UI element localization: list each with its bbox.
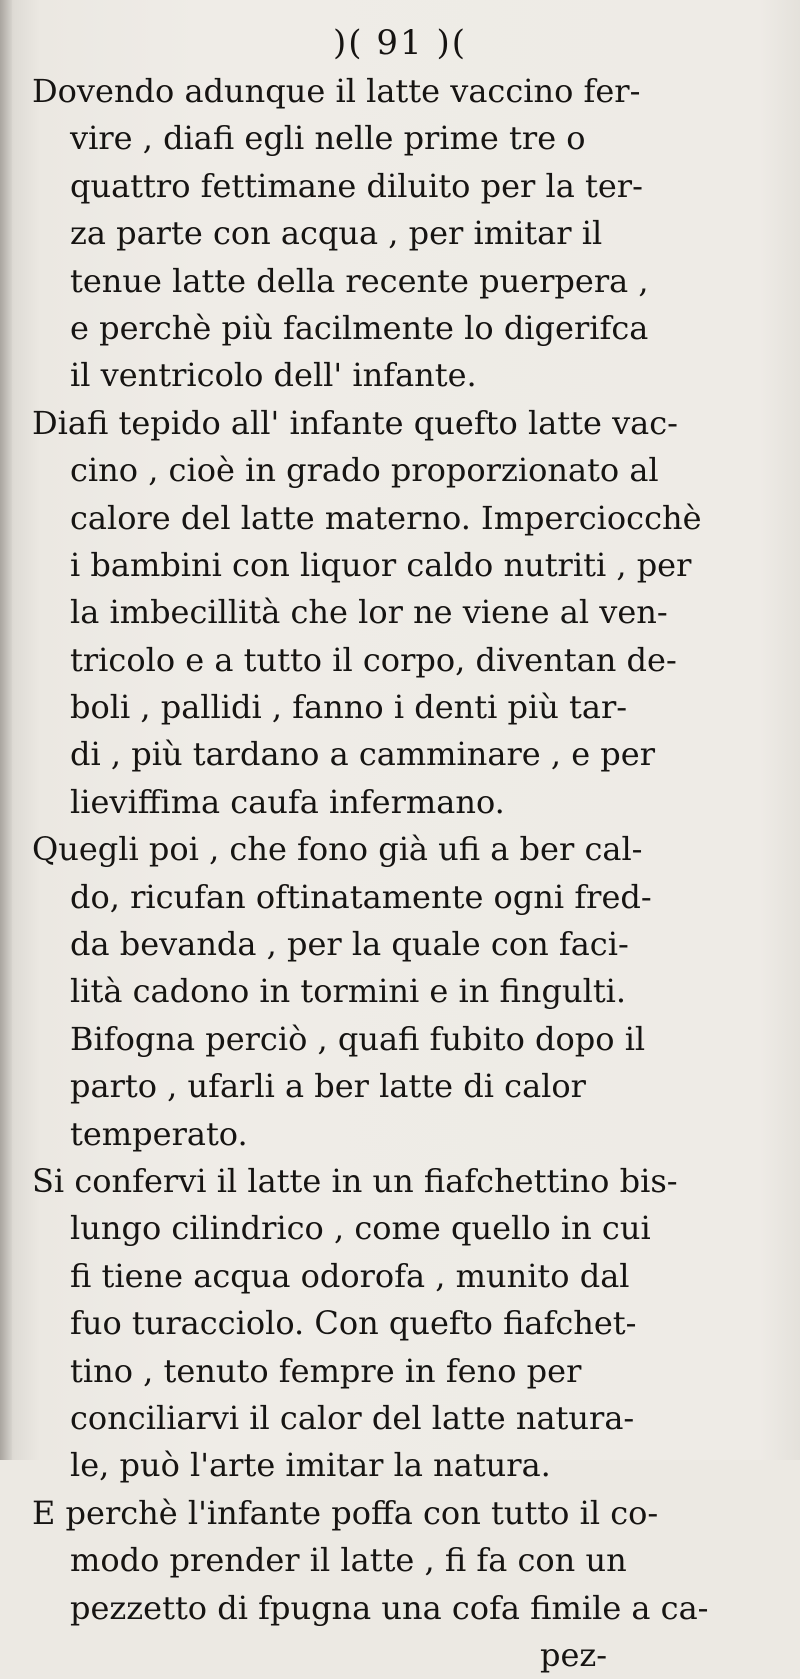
text-line: tenue latte della recente puerpera ,: [70, 261, 649, 300]
text-line: fi tiene acqua odorofa , munito dal: [70, 1256, 630, 1295]
text-line: la imbecillità che lor ne viene al ven-: [70, 593, 668, 632]
text-line: temperato.: [70, 1114, 248, 1153]
text-line: za parte con acqua , per imitar il: [70, 214, 603, 253]
catchword: pez-: [540, 1635, 608, 1674]
text-line: vire , diafi egli nelle prime tre o: [70, 119, 586, 158]
text-line: lieviffima caufa infermano.: [70, 782, 505, 821]
text-line: e perchè più facilmente lo digerifca: [70, 308, 649, 347]
text-line: E perchè l'infante poffa con tutto il co-: [32, 1493, 659, 1532]
text-line: Bifogna perciò , quafi fubito dopo il: [70, 1019, 646, 1058]
text-line: modo prender il latte , fi fa con un: [70, 1541, 627, 1580]
text-line: lità cadono in tormini e in fingulti.: [70, 972, 627, 1011]
text-line: calore del latte materno. Imperciocchè: [70, 498, 702, 537]
text-line: Quegli poi , che fono già ufi a ber cal-: [32, 830, 643, 869]
text-line: le, può l'arte imitar la natura.: [70, 1446, 551, 1485]
text-line: tricolo e a tutto il corpo, diventan de-: [70, 640, 677, 679]
text-line: il ventricolo dell' infante.: [70, 356, 477, 395]
text-line: cino , cioè in grado proporzionato al: [70, 451, 659, 490]
text-line: quattro fettimane diluito per la ter-: [70, 166, 643, 205]
text-line: pezzetto di fpugna una cofa fimile a ca-: [70, 1588, 709, 1627]
text-line: i bambini con liquor caldo nutriti , per: [70, 545, 692, 584]
text-line: conciliarvi il calor del latte natura-: [70, 1398, 635, 1437]
text-line: Si confervi il latte in un fiafchettino bis-: [32, 1161, 678, 1200]
text-line: do, ricufan oftinatamente ogni fred-: [70, 877, 652, 916]
text-line: di , più tardano a camminare , e per: [70, 735, 656, 774]
text-line: tino , tenuto fempre in feno per: [70, 1351, 582, 1390]
text-line: parto , ufarli a ber latte di calor: [70, 1067, 586, 1106]
page-header: )( 91 )(: [333, 23, 467, 63]
body-text: [32, 68, 784, 1679]
page-binding-shadow: [0, 0, 12, 1460]
text-line: boli , pallidi , fanno i denti più tar-: [70, 688, 628, 727]
text-line: Diafi tepido all' infante quefto latte vac-: [32, 403, 678, 442]
text-line: da bevanda , per la quale con faci-: [70, 925, 629, 964]
text-line: lungo cilindrico , come quello in cui: [70, 1209, 651, 1248]
text-line: fuo turacciolo. Con quefto fiafchet-: [70, 1304, 637, 1343]
text-line: Dovendo adunque il latte vaccino fer-: [32, 72, 641, 110]
